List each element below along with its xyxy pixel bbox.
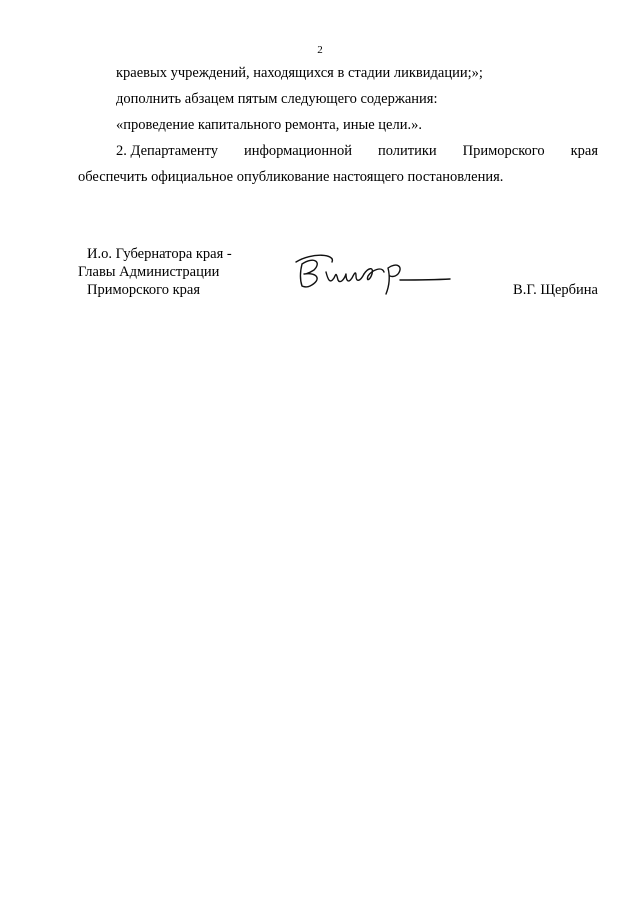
signer-title-line-3: Приморского края	[87, 282, 201, 298]
paragraph-line-3: «проведение капитального ремонта, иные цели.».	[116, 117, 422, 133]
page-number: 2	[317, 44, 323, 56]
paragraph-line-1: краевых учреждений, находящихся в стадии ликвидации;»;	[116, 65, 483, 81]
signer-title-line-2: Главы Администрации	[78, 264, 220, 280]
word-region: края	[570, 143, 598, 159]
word-policy: политики	[377, 143, 437, 159]
word-information: информационной	[243, 143, 352, 159]
word-department: 2. Департаменту	[116, 143, 218, 159]
paragraph-line-2: дополнить абзацем пятым следующего содержания:	[116, 91, 438, 107]
paragraph-line-4	[116, 142, 598, 160]
word-primorsky: Приморского	[462, 143, 545, 159]
handwritten-signature-icon	[292, 250, 454, 298]
paragraph-line-5: обеспечить официальное опубликование настоящего постановления.	[78, 169, 504, 185]
signer-title-line-1: И.о. Губернатора края -	[87, 246, 232, 262]
signer-name: В.Г. Щербина	[513, 282, 598, 298]
